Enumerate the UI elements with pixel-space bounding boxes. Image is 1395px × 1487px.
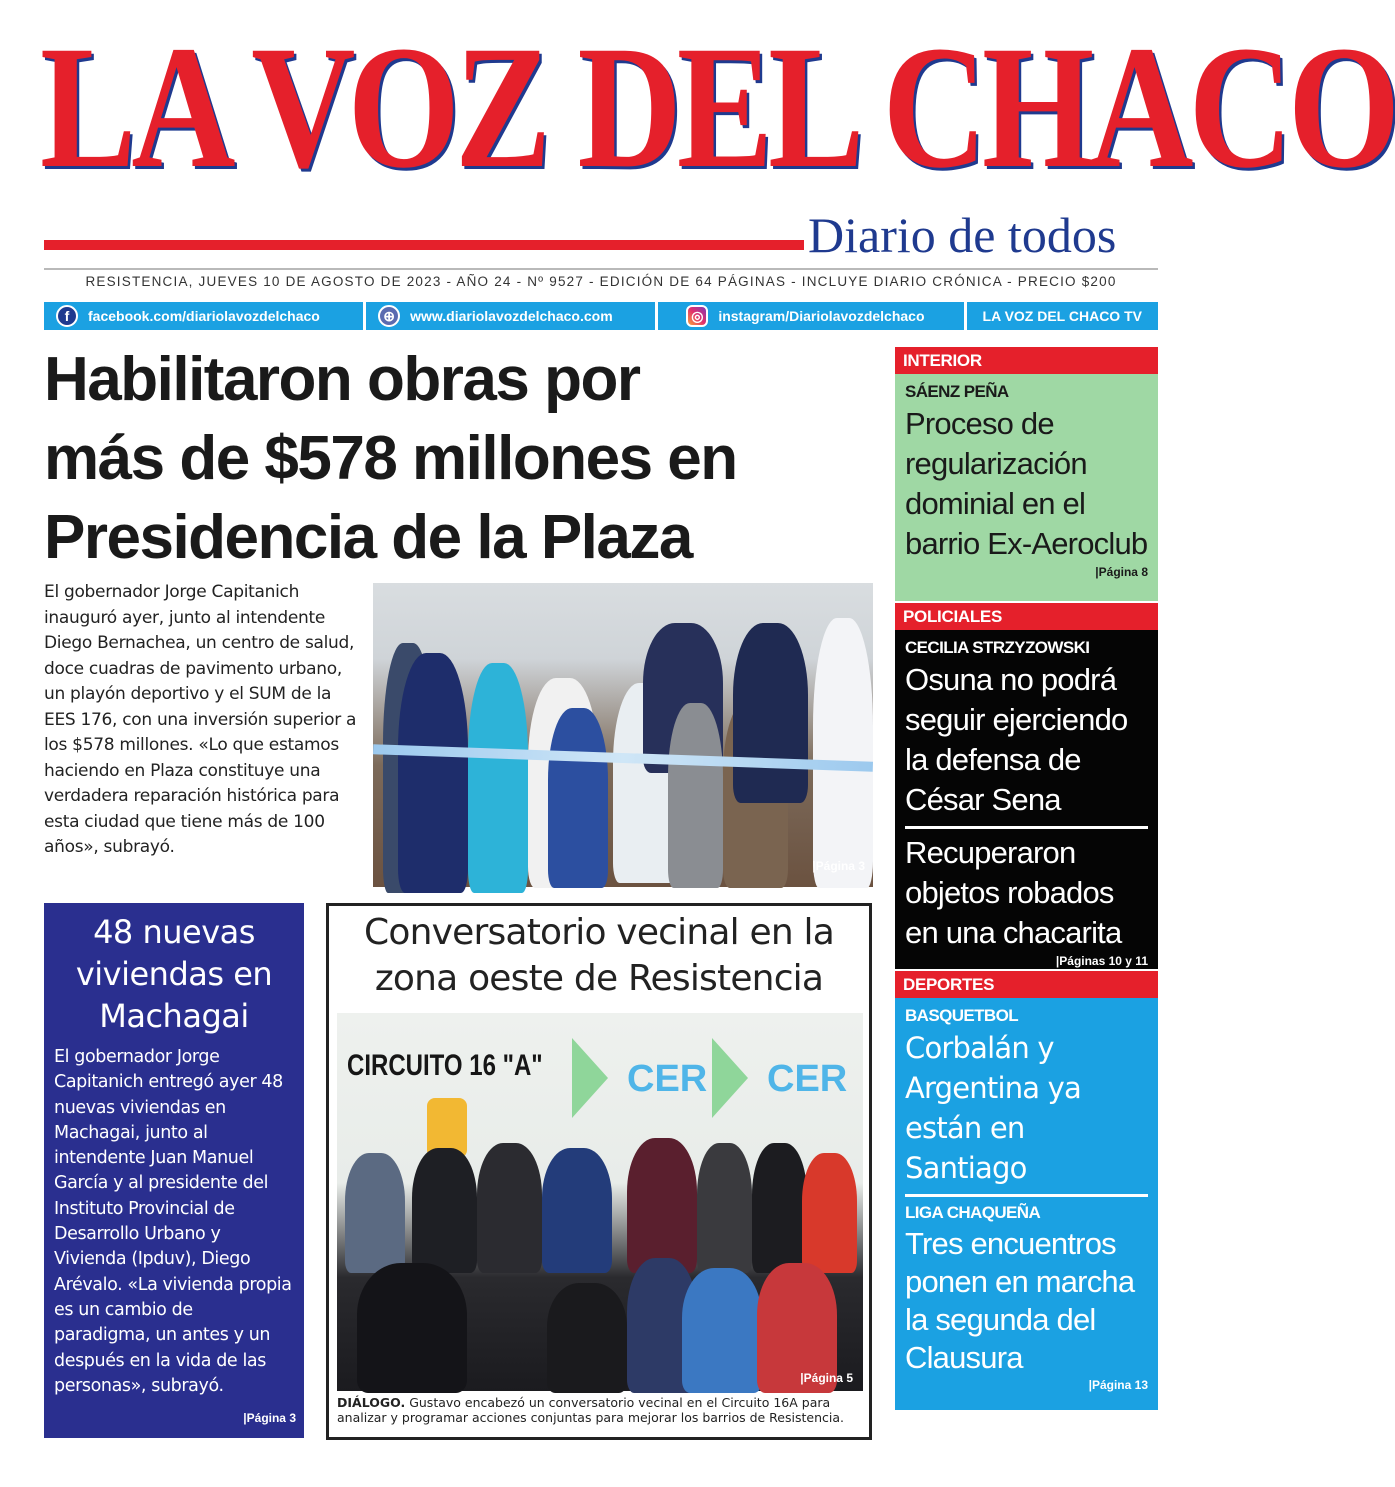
story-title: Proceso de regularización dominial en el barrio Ex-Aeroclub [905, 406, 1148, 561]
photo-logo-text: CER [627, 1058, 708, 1100]
story-title: 48 nuevas viviendas en Machagai [75, 913, 273, 1035]
divider [905, 1194, 1148, 1197]
page-reference[interactable]: |Página 5 [800, 1371, 853, 1385]
story-kicker: BASQUETBOL [905, 1006, 1019, 1025]
policiales-story[interactable] [895, 630, 1158, 969]
story-kicker: SÁENZ PEÑA [905, 382, 1009, 401]
masthead-rule [44, 240, 804, 250]
instagram-icon: ◎ [686, 305, 708, 327]
divider [905, 826, 1148, 829]
story-kicker: LIGA CHAQUEÑA [905, 1203, 1041, 1222]
headline-line: Habilitaron obras por [44, 345, 640, 414]
page-reference[interactable]: |Página 3 [243, 1411, 296, 1425]
conversatorio-story[interactable] [326, 903, 872, 1440]
conversatorio-photo[interactable] [337, 1013, 863, 1391]
page-reference[interactable]: |Página 13 [1088, 1378, 1148, 1392]
section-header-deportes[interactable]: DEPORTES [895, 971, 1158, 998]
caption-text: Gustavo encabezó un conversatorio vecinal en el Circuito 16A para analizar y programar acciones conjuntas para mejorar los barrios de Resistencia. [337, 1395, 844, 1425]
interior-story[interactable] [895, 374, 1158, 601]
tv-label: LA VOZ DEL CHACO TV [982, 308, 1142, 324]
page-reference[interactable]: |Páginas 10 y 11 [1055, 954, 1148, 968]
story-title: Osuna no podrá seguir ejerciendo la defensa de César Sena [905, 662, 1128, 817]
page-reference[interactable]: |Página 8 [1095, 565, 1148, 579]
facebook-label: facebook.com/diariolavozdelchaco [88, 308, 320, 324]
page-reference[interactable]: |Página 3 [812, 859, 865, 873]
photo-caption [337, 1395, 863, 1425]
headline-line: más de $578 millones en [44, 424, 737, 493]
photo-logo-text: CER [767, 1058, 848, 1100]
main-story-body: El gobernador Jorge Capitanich inauguró ayer, junto al intendente Diego Bernachea, un centro de salud, doce cuadras de pavimento urbano, un playón deportivo y el SUM de la EES 176, con una inversión superior a los $578 millones. «Lo que estamos haciendo en Plaza constituye una verdadera reparación histórica para esta ciudad que tiene más de 100 años», subrayó. [44, 582, 357, 857]
story-title: Conversatorio vecinal en la zona oeste de Resistencia [364, 912, 834, 999]
website-label: www.diariolavozdelchaco.com [410, 308, 613, 324]
machagai-story[interactable] [44, 903, 304, 1438]
headline-line: Presidencia de la Plaza [44, 503, 692, 572]
story-title: Corbalán y Argentina ya están en Santiago [905, 1031, 1082, 1185]
deportes-story[interactable] [895, 998, 1158, 1410]
story-body: El gobernador Jorge Capitanich entregó ayer 48 nuevas viviendas en Machagai, junto al intendente Juan Manuel García y al presidente del Instituto Provincial de Desarrollo Urbano y Vivienda (Ipduv), Diego Arévalo. «La vivienda propia es un cambio de paradigma, un antes y un después en la vida de las personas», subrayó. [54, 1047, 292, 1396]
story-kicker: CECILIA STRZYZOWSKI [905, 638, 1090, 657]
main-story-photo[interactable] [373, 583, 873, 887]
facebook-icon: f [56, 305, 78, 327]
masthead [40, 10, 1395, 205]
social-bar [44, 302, 1158, 330]
facebook-link[interactable] [44, 302, 363, 330]
globe-icon: ⊕ [378, 305, 400, 327]
divider [44, 268, 1158, 270]
section-header-policiales[interactable]: POLICIALES [895, 603, 1158, 630]
website-link[interactable] [366, 302, 655, 330]
dateline: RESISTENCIA, JUEVES 10 DE AGOSTO DE 2023 - AÑO 24 - Nº 9527 - EDICIÓN DE 64 PÁGINAS - INCLUYE DIARIO CRÓNICA - PRECIO $200 [85, 274, 1117, 289]
newspaper-slogan: Diario de todos [808, 207, 1117, 263]
newspaper-title: LA VOZ DEL CHACO [40, 10, 1395, 205]
main-headline[interactable] [44, 340, 884, 577]
caption-lead: DIÁLOGO. [337, 1395, 406, 1410]
sidebar [895, 347, 1158, 1410]
instagram-label: instagram/Diariolavozdelchaco [718, 308, 925, 324]
section-header-interior[interactable]: INTERIOR [895, 347, 1158, 374]
story-title-secondary: Tres encuentros ponen en marcha la segunda del Clausura [905, 1226, 1135, 1375]
photo-sign-text: CIRCUITO 16 "A" [347, 1049, 543, 1082]
tv-link[interactable] [967, 302, 1158, 330]
instagram-link[interactable] [658, 302, 963, 330]
story-title-secondary: Recuperaron objetos robados en una chacarita [905, 835, 1122, 950]
